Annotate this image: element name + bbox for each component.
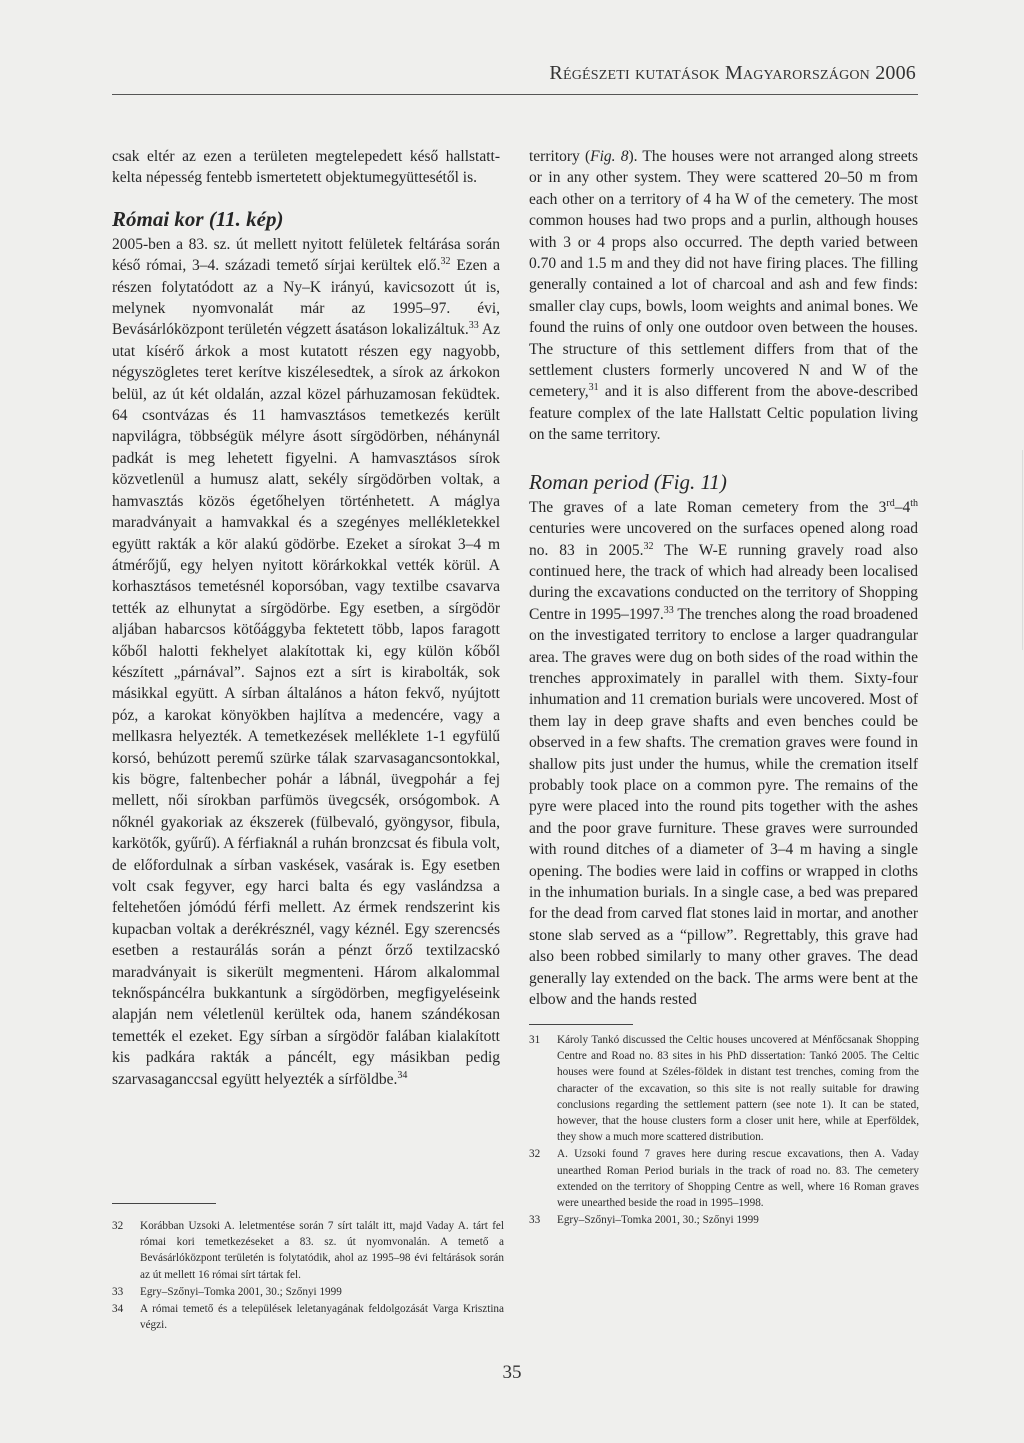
footnote-text: A. Uzsoki found 7 graves here during rescue excavations, then A. Vaday unearthed Roman Period burials in the track of road no. 83. The cemetery extended on the territory of Shopping Centre as well, where 16 Roman graves were unearthed beside the road in 1995–1998.: [557, 1148, 919, 1210]
footnote-item: [529, 1146, 919, 1211]
footnote-item: [529, 1032, 919, 1145]
left-body-text-a: 2005-ben a 83. sz. út mellett nyitott felületek feltárása során késő római, 3–4. századi temető sírjai kerültek elő.: [112, 235, 500, 275]
right-intro-paragraph: [529, 146, 918, 446]
left-section-title: Római kor (11. kép): [112, 206, 284, 231]
footnote-text: Károly Tankó discussed the Celtic houses uncovered at Ménfőcsanak Shopping Centre and Road no. 83 sites in his PhD dissertation: Tankó 2005. The Celtic houses were found at Széles-földek in distant test trenches, coming from the character of the excavation, so this site is not really suitable for drawing conclusions regarding the settlement pattern (see note 1). It can be stated, however, that the house clusters form a closer unit here, while at Eperföldek, they show a much more scattered distribution.: [557, 1034, 919, 1144]
footnote-number: 31: [529, 1034, 541, 1046]
left-column: [112, 146, 500, 1090]
footnote-text: Egry–Szőnyi–Tomka 2001, 30.; Szőnyi 1999: [557, 1214, 759, 1227]
page-number: 35: [502, 1362, 522, 1383]
right-section-title: Roman period (Fig. 11): [529, 469, 727, 494]
right-body-text-a2: –4: [894, 498, 911, 516]
footnote-item: [529, 1212, 919, 1228]
figure-reference: Fig. 8: [590, 148, 629, 165]
footnote-ref-33-en[interactable]: 33: [663, 604, 674, 616]
footnote-ref-32[interactable]: 32: [440, 256, 451, 268]
right-intro-text-b: ). The houses were not arranged along streets or in any other system. They were scattered 20–50 m from each other on a territory of 4 ha W of the cemetery. The most common houses had two props and a purlin, although houses with 3 or 4 props also occurred. The depth varied between 0.70 and 1.5 m and they did not have firing places. The filling generally contained a lot of charcoal and ash and few finds: smaller clay cups, bowls, loom weights and animal bones. We found the ruins of only one outdoor oven between the houses. The structure of this settlement differs from that of the settlement clusters formerly uncovered N and W of the cemetery,: [529, 148, 918, 401]
ordinal-th: th: [910, 497, 918, 509]
footnote-ref-31[interactable]: 31: [588, 382, 599, 394]
footnote-item: [112, 1301, 504, 1333]
left-footnote-rule: [112, 1203, 216, 1204]
footnote-number: 33: [112, 1285, 124, 1298]
left-intro-paragraph: csak eltér az ezen a területen megtelepedett késő hallstatt-kelta népesség fentebb ismertetett objektumegyüttesétől is.: [112, 148, 500, 187]
left-body-text-b: Ezen a részen folytatódott az a Ny–K irányú, kavicsozott út is, melynek nyomvonalát már az 1995–97. évi, Bevásárlóközpont területén végzett ásatáson lokalizáltuk.: [112, 257, 500, 339]
footnote-text: Korábban Uzsoki A. leletmentése során 7 sírt talált itt, majd Vaday A. tárt fel római kori temetkezéseket a 83. sz. út nyomvonalán. A temető a Bevásárlóközpont területén is folytatódik, ahol az 1995–98 évi feltárások során az út mellett 16 római sírt tártak fel.: [140, 1220, 504, 1281]
scan-margin-line: [1022, 450, 1023, 650]
right-footnote-rule: [529, 1024, 633, 1025]
footnote-ref-34[interactable]: 34: [397, 1069, 408, 1081]
left-footnotes: [112, 1218, 504, 1334]
left-body-text-c: Az utat kísérő árkok a most kutatott részen egy nagyobb, négyszögletes teret kerítve kiszélesedtek, a sírok az árkokon belül, az út két oldalán, azzal közel párhuzamosan feküdtek. 64 csontvázas és 11 hamvasztásos temetkezés került napvilágra, többségük mélyre ásott sírgödörben, néhánynál padkát is meg lehetett figyelni. A hamvasztásos sírok közvetlenül a humusz alatt, sekély sírgödörben voltak, a hamvasztás közös égetőhelyen történhetett. A máglya maradványait a hamvakkal és a szegényes mellékletekkel együtt rakták a kör alakú gödörbe. Ezeket a sírokat 3–4 m átmérőjű, egy helyen nyitott körárkokkal vették körül. A korhasztásos temetésnél koporsóban, vagy textilbe csavarva tették az elhunytat a sírgödörbe. Egy esetben, a sírgödör aljában habarcsos kötőággyba fektetett több, lapos faragott kőből halotti fekhelyet alakítottak ki, egy külön kőből készített „párnával”. Sajnos ezt a sírt is kirabolták, sok másikkal együtt. A sírban általános a háton fekvő, nyújtott póz, a karokat könyökben hajlítva a medencére, vagy a mellkasra helyezték. A temetkezések melléklete 1-1 egyfülű korsó, behúzott peremű szürke tálak szarvasagancsontokkal, kis bögre, faltenbecher pohár a lábnál, üvegpohár a fej mellett, női sírokban parfümös üvegcsék, orsógombok. A nőknél gyakoriak az ékszerek (fülbevaló, gyöngysor, fibula, karkötők, gyűrű). A férfiaknál a ruhán bronzcsat és fibula volt, de előfordulnak a sírban vaskések, vasárak is. Egy esetben volt csak fegyver, egy harci balta és egy vaslándzsa a feltehetően jómódú férfi mellett. Az érmek rendszerint kis kupacban voltak a derékrésznél, vagy kéznél. Egy szerencsés esetben a restaurálás során a pénzt őrző textilzacskó maradványait is sikerült megmenteni. Három alkalommal teknőspáncélra bukkantunk a sírgödörben, megfigyeléseink alapján nem véletlenül kerültek oda, hanem szándékosan temették el ezeket. Egy sírban a sírgödör falában kialakított kis padkára rakták a páncélt, egy másikban pedig szarvasaganccsal együtt helyezték a sírföldbe.: [112, 321, 500, 1088]
right-footnotes: [529, 1032, 919, 1229]
header-rule: [112, 94, 918, 95]
footnote-ref-32-en[interactable]: 32: [643, 540, 654, 552]
footnote-number: 32: [529, 1148, 541, 1161]
right-column: [529, 146, 918, 1010]
footnote-item: [112, 1218, 504, 1283]
footnote-item: [112, 1284, 504, 1300]
right-body-text-a: The graves of a late Roman cemetery from the 3: [529, 498, 887, 516]
left-body-paragraph: [112, 234, 500, 1090]
footnote-ref-33[interactable]: 33: [468, 320, 479, 332]
footnote-text: A római temető és a települések leletanyagának feldolgozását Varga Krisztina végzi.: [140, 1303, 504, 1332]
footnote-number: 34: [112, 1303, 124, 1316]
right-intro-text-a: territory (: [529, 148, 591, 165]
right-body-text-c: The trenches along the road broadened on the investigated territory to enclose a larger quadrangular area. The graves were dug on both sides of the road within the trenches approximately in parallel with them. Sixty-four inhumation and 11 cremation burials were uncovered. Most of them lay in deep grave shafts and even benches could be observed in a few shafts. The cremation graves were found in shallow pits just under the humus, while the cremation itself probably took place on a common pyre. The remains of the pyre were placed into the round pits together with the ashes and the poor grave furniture. These graves were surrounded with round ditches of a diameter of 3–4 m having a single opening. The bodies were laid in coffins or wrapped in cloths in the inhumation burials. In a single case, a bed was prepared for the dead from carved flat stones laid in mortar, and another stone slab served as a “pillow”. Regrettably, this grave had also been robbed similarly to many other graves. The dead generally lay extended on the back. The arms were bent at the elbow and the hands rested: [529, 605, 919, 1009]
running-title: Régészeti kutatások Magyarországon 2006: [549, 62, 916, 84]
right-body-text-a3: centuries were uncovered on the surfaces opened along road no. 83 in 2005.: [529, 520, 918, 559]
footnote-number: 33: [529, 1214, 541, 1227]
ordinal-rd: rd: [886, 497, 895, 509]
footnote-number: 32: [112, 1220, 124, 1232]
right-body-paragraph: [529, 497, 918, 1011]
right-intro-text-c: and it is also different from the above-described feature complex of the late Hallstatt Celtic population living on the same territory.: [529, 383, 918, 444]
right-body-text-b: The W-E running gravely road also continued here, the track of which had already been localised during the excavations conducted on the territory of Shopping Centre in 1995–1997.: [529, 541, 918, 623]
footnote-text: Egry–Szőnyi–Tomka 2001, 30.; Szőnyi 1999: [140, 1285, 342, 1298]
